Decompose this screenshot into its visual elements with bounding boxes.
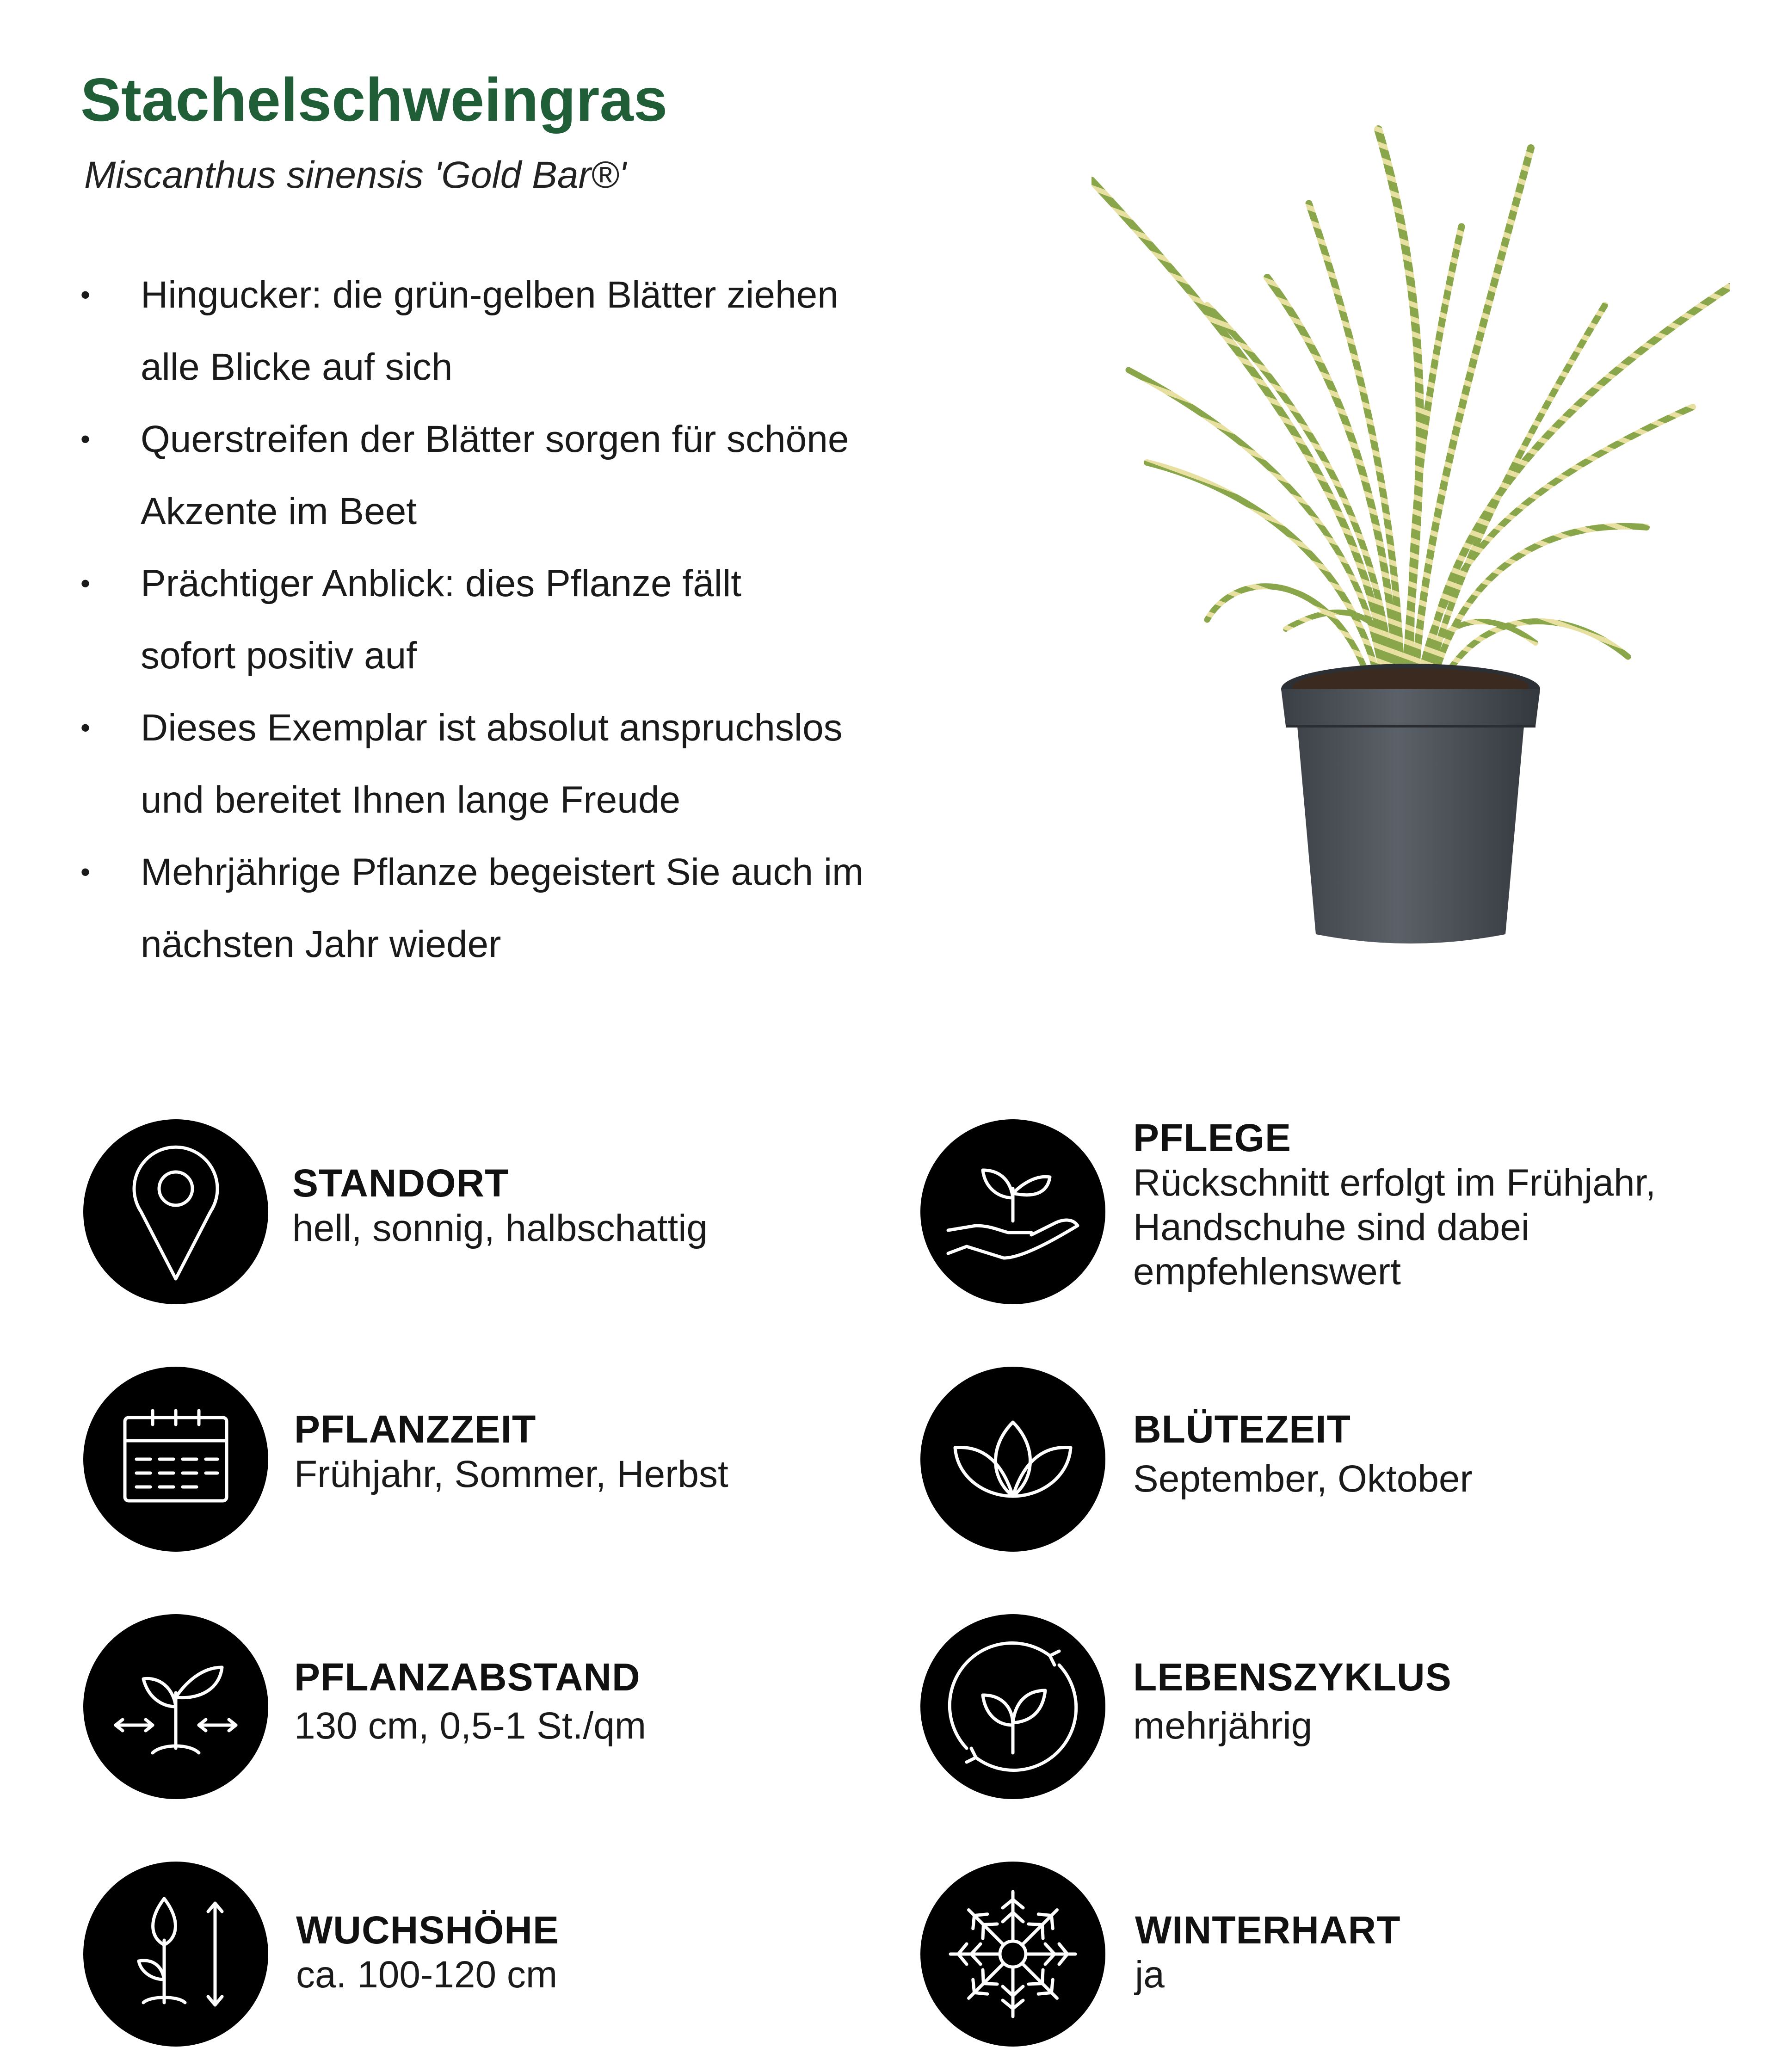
bullet-dot-icon: • — [80, 568, 91, 599]
bullet-line: nächsten Jahr wieder — [141, 923, 501, 965]
growth-height-icon — [83, 1862, 268, 2047]
pflege-icon-circle — [920, 1119, 1105, 1304]
attribute-label: PFLANZZEIT — [294, 1407, 536, 1451]
product-title: Stachelschweingras — [80, 66, 668, 134]
feature-list — [79, 259, 911, 980]
sprout-spacing-icon — [83, 1614, 268, 1799]
bullet-line: sofort positiv auf — [141, 635, 417, 677]
attribute-label: WUCHSHÖHE — [296, 1908, 559, 1952]
pflanzabstand-icon-circle — [83, 1614, 268, 1799]
bluetezeit-icon-circle — [920, 1367, 1105, 1552]
lifecycle-icon — [920, 1614, 1105, 1799]
attribute-label: BLÜTEZEIT — [1133, 1407, 1351, 1451]
attribute-label: PFLANZABSTAND — [294, 1655, 641, 1699]
lebenszyklus-icon-circle — [920, 1614, 1105, 1799]
attribute-label: LEBENSZYKLUS — [1133, 1655, 1452, 1699]
bullet-line: Prächtiger Anblick: dies Pflanze fällt — [141, 562, 741, 604]
list-item — [79, 692, 911, 836]
attribute-value: Frühjahr, Sommer, Herbst — [294, 1453, 728, 1495]
list-item — [79, 259, 911, 403]
product-image — [1092, 111, 1730, 953]
bullet-dot-icon: • — [80, 857, 91, 888]
bullet-dot-icon: • — [80, 712, 91, 743]
attribute-value: 130 cm, 0,5-1 St./qm — [294, 1705, 647, 1747]
location-pin-icon — [83, 1119, 268, 1304]
list-item — [79, 836, 911, 980]
bullet-line: Hingucker: die grün-gelben Blätter ziehen — [141, 274, 839, 316]
attribute-value: ja — [1135, 1954, 1165, 1996]
attribute-value: September, Oktober — [1133, 1458, 1473, 1500]
bullet-line: Querstreifen der Blätter sorgen für schöne — [141, 418, 849, 460]
attribute-value: ca. 100-120 cm — [296, 1954, 558, 1996]
winterhart-icon-circle — [920, 1862, 1105, 2047]
bullet-line: und bereitet Ihnen lange Freude — [141, 779, 681, 821]
wuchshoehe-icon-circle — [83, 1862, 268, 2047]
attribute-label: WINTERHART — [1135, 1908, 1401, 1952]
attribute-value: empfehlenswert — [1133, 1251, 1401, 1293]
grass-blades — [1092, 130, 1730, 680]
attribute-value: mehrjährig — [1133, 1705, 1313, 1747]
calendar-icon — [83, 1367, 268, 1552]
attribute-value: hell, sonnig, halbschattig — [292, 1207, 708, 1249]
hand-sprout-icon — [920, 1119, 1105, 1304]
bullet-dot-icon: • — [80, 279, 91, 310]
bullet-line: Akzente im Beet — [141, 490, 417, 532]
bullet-dot-icon: • — [80, 424, 91, 455]
attribute-label: STANDORT — [292, 1161, 509, 1205]
bullet-line: Dieses Exemplar ist absolut anspruchslos — [141, 707, 843, 749]
list-item — [79, 548, 911, 692]
flower-icon — [920, 1367, 1105, 1552]
attribute-label: PFLEGE — [1133, 1116, 1292, 1159]
list-item — [79, 403, 911, 548]
snowflake-icon — [920, 1862, 1105, 2047]
botanical-name: Miscanthus sinensis 'Gold Bar®' — [84, 154, 626, 196]
bullet-line: Mehrjährige Pflanze begeistert Sie auch im — [141, 851, 864, 893]
flower-pot — [1281, 664, 1540, 944]
pflanzzeit-icon-circle — [83, 1367, 268, 1552]
attribute-value: Handschuhe sind dabei — [1133, 1206, 1530, 1248]
attribute-value: Rückschnitt erfolgt im Frühjahr, — [1133, 1162, 1656, 1204]
standort-icon-circle — [83, 1119, 268, 1304]
bullet-line: alle Blicke auf sich — [141, 346, 453, 388]
